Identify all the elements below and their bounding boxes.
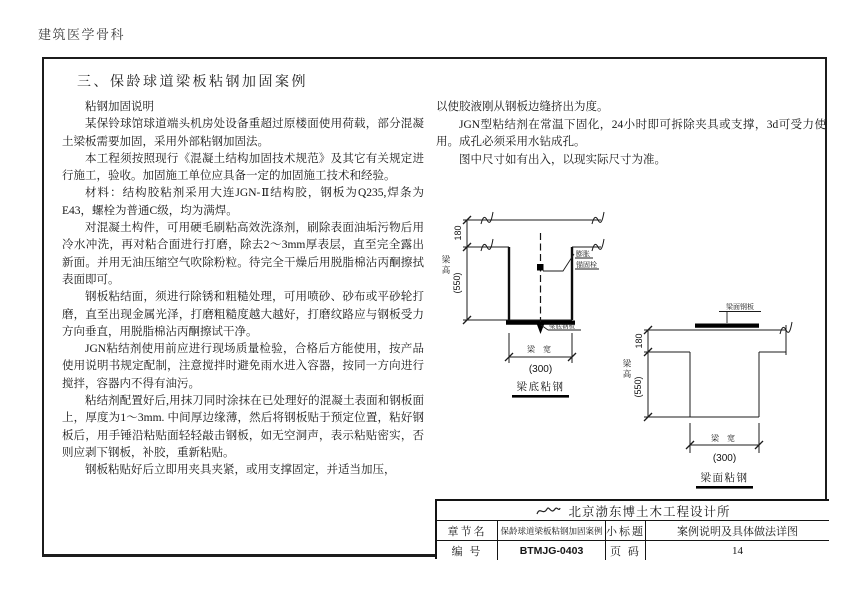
dim-label-180: 180	[453, 225, 463, 241]
body-paragraph: JGN型粘结剂在常温下固化，24小时即可拆除夹具或支撑，3d可受力使用。成孔必须采用水钻成孔。	[436, 118, 826, 148]
left-text-column	[62, 99, 424, 480]
beam-width-label: 梁 宽	[527, 345, 554, 354]
subtitle-value: 案例说明及具体做法详图	[645, 521, 829, 540]
page-value: 14	[645, 541, 829, 560]
body-paragraph: 本工程须按照现行《混凝土结构加固技术规范》及其它有关规定进行施工，验收。加固施工单位应具备一定的加固施工技术和经验。	[62, 152, 424, 183]
header-watermark: 建筑医学骨科	[38, 27, 126, 42]
dim-label-180: 180	[634, 333, 644, 349]
section-title: 三、保龄球道梁板粘钢加固案例	[77, 75, 308, 90]
diagram-beam-top-bond	[600, 295, 815, 500]
dim-label-550: (550)	[452, 272, 462, 294]
body-paragraph: 钢板粘贴好后立即用夹具夹紧，或用支撑固定，并适当加压，	[85, 464, 396, 477]
body-paragraph: 图中尺寸如有出入，以现实际尺寸为准。	[459, 153, 666, 166]
title-block	[435, 499, 829, 559]
title-block-company-row	[437, 501, 829, 521]
page-label: 页 码	[605, 541, 645, 560]
beam-height-label: 梁高	[622, 359, 632, 380]
bottom-plate-note: 梁底钢板	[549, 323, 575, 330]
title-block-row2	[437, 521, 829, 541]
subtitle-label: 小标题	[605, 521, 645, 540]
body-paragraph: 钢板粘结面，须进行除锈和粗糙处理，可用喷砂、砂布或平砂轮打磨，直至出现金属光泽，打磨粗糙度越大越好，打磨纹路应与钢板受力方向垂直，用脱脂棉沾丙酮擦试干净。	[62, 291, 424, 338]
beam-width-label: 梁 宽	[711, 434, 738, 443]
left-dimension-lines	[463, 216, 471, 324]
section-heading: 粘钢加固说明	[85, 101, 154, 113]
caption-underline	[696, 486, 753, 489]
company-logo	[535, 504, 561, 517]
right-text-column	[436, 99, 826, 169]
beam-height-label: 梁高	[441, 255, 451, 276]
dim-label-300: (300)	[528, 364, 553, 375]
body-paragraph: JGN粘结剂使用前应进行现场质量检验，合格后方能使用，按产品使用说明书规定配制，注意搅拌时避免雨水进入容器，按同一方向进行搅拌，容器内不得有油污。	[62, 343, 424, 390]
chapter-label: 章节名	[447, 525, 487, 538]
chapter-value: 保龄球道梁板粘钢加固案例	[497, 521, 605, 540]
body-paragraph: 材料：结构胶粘剂采用大连JGN-Ⅱ结构胶，钢板为Q235,焊条为E43，螺栓为普通C级，均为满焊。	[62, 187, 424, 217]
sheet-border	[42, 57, 827, 557]
diagram-caption: 梁底粘钢	[516, 382, 565, 393]
body-paragraph: 某保铃球馆球道端头机房处设备重超过原楼面使用荷载，部分混凝土梁板需要加固，采用外部粘钢加固法。	[62, 118, 424, 148]
anchor-note-line1: 膨胀	[576, 250, 590, 258]
beam-section-outline	[644, 322, 792, 417]
number-value: BTMJG-0403	[497, 541, 605, 560]
company-name: 北京渤东博土木工程设计所	[568, 504, 731, 519]
anchor-bolt-symbol	[536, 233, 574, 334]
body-paragraph: 粘结剂配置好后,用抹刀同时涂抹在已处理好的混凝土表面和钢板面上，厚度为1～3mm. 中间厚边缘薄，然后将钢板贴于预定位置，粘好钢板后，用手锤沿粘贴面轻轻敲击钢板，如无空洞声，表示粘贴密实，否则应剥下钢板，补胶，重新粘贴。	[62, 395, 424, 459]
dim-label-550: (550)	[633, 376, 643, 398]
body-paragraph: 以使胶液刚从钢板边缝挤出为度。	[436, 101, 609, 113]
top-plate-note: 梁面钢板	[726, 303, 754, 311]
number-label: 编 号	[451, 545, 483, 558]
dim-label-300: (300)	[712, 453, 737, 464]
body-paragraph: 对混凝土构件，可用硬毛刷粘高效洗涤剂，刷除表面油垢污物后用冷水冲洗，再对粘合面进行打磨，除去2～3mm厚表层，直至完全露出新面。并用无油压缩空气吹除粉粒。待完全干燥后用脱脂棉沾丙酮擦拭表面即可。	[62, 222, 424, 286]
diagram-caption: 梁面粘钢	[700, 473, 749, 484]
title-block-row3	[437, 541, 829, 560]
anchor-note-line2: 锚固栓	[576, 261, 597, 269]
caption-underline	[512, 395, 569, 398]
left-dimension-lines	[644, 326, 652, 421]
